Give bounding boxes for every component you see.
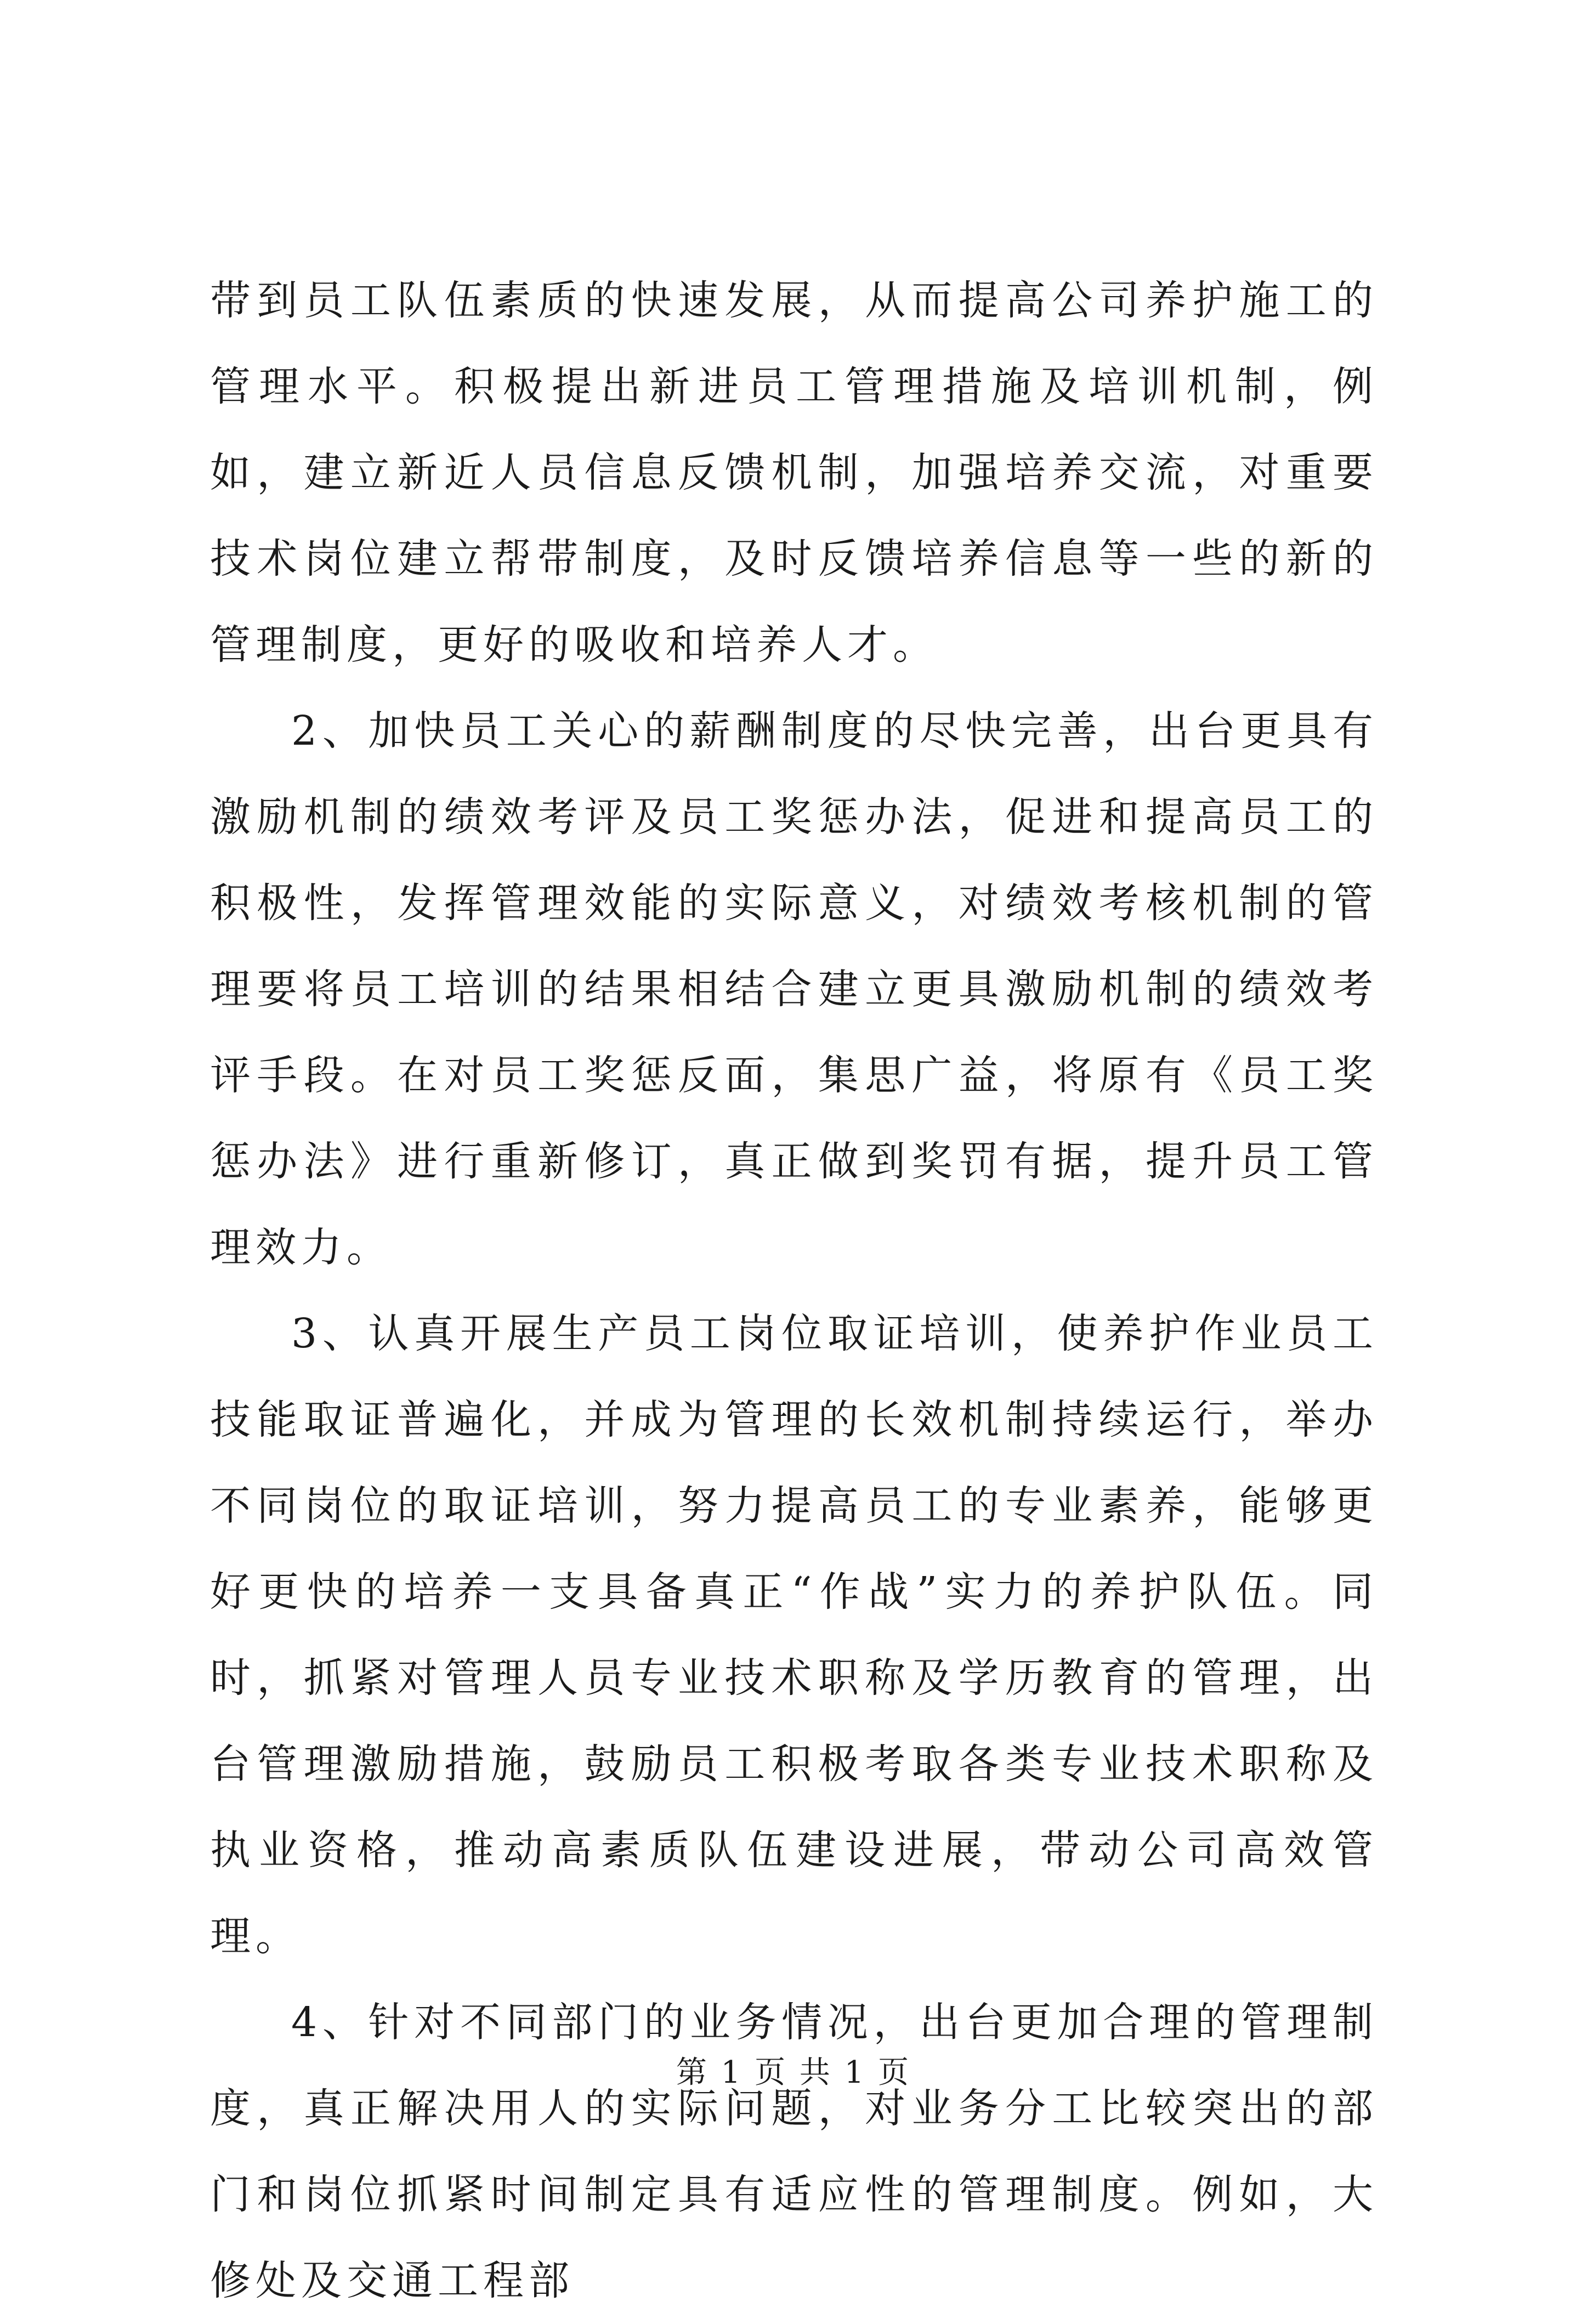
- paragraph-item-2: 2、加快员工关心的薪酬制度的尽快完善，出台更具有激励机制的绩效考评及员工奖惩办法，促进和提高员工的积极性，发挥管理效能的实际意义，对绩效考核机制的管理要将员工培训的结果相结合建立更具激励机制的绩效考评手段。在对员工奖惩反面，集思广益，将原有《员工奖惩办法》进行重新修订，真正做到奖罚有据，提升员工管理效力。: [210, 707, 1378, 1271]
- page-footer: [0, 2054, 1587, 2092]
- paragraph-item-3: 3、认真开展生产员工岗位取证培训，使养护作业员工技能取证普遍化，并成为管理的长效机制持续运行，举办不同岗位的取证培训，努力提高员工的专业素养，能够更好更快的培养一支具备真正“作战”实力的养护队伍。同时，抓紧对管理人员专业技术职称及学历教育的管理，出台管理激励措施，鼓励员工积极考取各类专业技术职称及执业资格，推动高素质队伍建设进展，带动公司高效管理。: [210, 1310, 1378, 1960]
- document-body: [210, 258, 1378, 2324]
- paragraph-item-4: 4、针对不同部门的业务情况，出台更加合理的管理制度，真正解决用人的实际问题，对业务分工比较突出的部门和岗位抓紧时间制定具有适应性的管理制度。例如，大修处及交通工程部: [210, 1999, 1378, 2304]
- page-number-label: 第 1 页 共 1 页: [676, 2055, 911, 2090]
- paragraph-continuation: 带到员工队伍素质的快速发展，从而提高公司养护施工的管理水平。积极提出新进员工管理措施及培训机制，例如，建立新近人员信息反馈机制，加强培养交流，对重要技术岗位建立帮带制度，及时反馈培养信息等一些的新的管理制度，更好的吸收和培养人才。: [210, 277, 1378, 668]
